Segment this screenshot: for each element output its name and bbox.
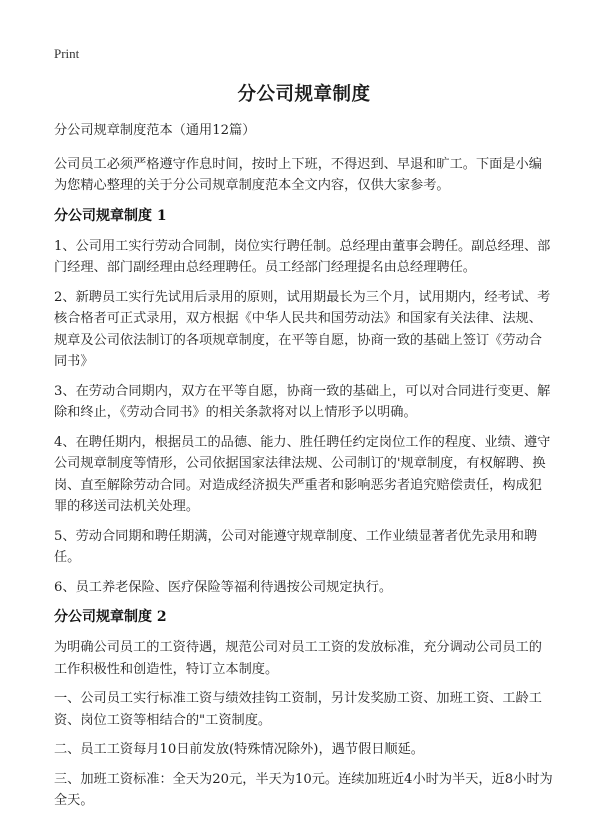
- paragraph: 1、公司用工实行劳动合同制，岗位实行聘任制。总经理由董事会聘任。副总经理、部门经理、部门副经理由总经理聘任。员工经部门经理提名由总经理聘任。: [54, 238, 551, 275]
- section-2: [54, 606, 554, 812]
- print-link[interactable]: Print: [54, 46, 80, 61]
- document-body: [54, 76, 554, 820]
- intro-paragraph: 公司员工必须严格遵守作息时间，按时上下班，不得迟到、早退和旷工。下面是小编为您精心整理的关于分公司规章制度范本全文内容，仅供大家参考。: [54, 156, 542, 193]
- document-subtitle: 分公司规章制度范本（通用12篇）: [54, 123, 256, 138]
- document-title: 分公司规章制度: [237, 84, 371, 105]
- paragraph: 三、加班工资标准：全天为20元，半天为10元。连续加班近4小时为半天，近8小时为全天。: [54, 771, 553, 808]
- paragraph: 为明确公司员工的工资待遇，规范公司对员工工资的发放标准，充分调动公司员工的工作积极性和创造性，特订立本制度。: [54, 640, 542, 677]
- section-heading: 分公司规章制度 2: [54, 609, 167, 625]
- section-1: [54, 205, 554, 599]
- paragraph: 2、新聘员工实行先试用后录用的原则，试用期最长为三个月，试用期内，经考试、考核合格者可正式录用，双方根据《中华人民共和国劳动法》和国家有关法律、法规、规章及公司依法制订的各项规章制度，在平等自愿，协商一致的基础上签订《劳动合同书》: [54, 289, 551, 369]
- paragraph: 4、在聘任期内，根据员工的品德、能力、胜任聘任约定岗位工作的程度、业绩、遵守公司规章制度等情形，公司依据国家法律法规、公司制订的'规章制度，有权解聘、换岗、直至解除劳动合同。对造成经济损失严重者和影响恶劣者追究赔偿责任，构成犯罪的移送司法机关处理。: [54, 434, 551, 514]
- paragraph: 3、在劳动合同期内，双方在平等自愿，协商一致的基础上，可以对合同进行变更、解除和终止，《劳动合同书》的相关条款将对以上情形予以明确。: [54, 383, 551, 420]
- paragraph: 6、员工养老保险、医疗保险等福利待遇按公司规定执行。: [54, 579, 393, 595]
- paragraph: 二、员工工资每月10日前发放(特殊情况除外)，遇节假日顺延。: [54, 742, 424, 757]
- paragraph: 一、公司员工实行标准工资与绩效挂钩工资制，另计发奖励工资、加班工资、工龄工资、岗位工资等相结合的"工资制度。: [54, 691, 542, 728]
- paragraph: 5、劳动合同期和聘任期满，公司对能遵守规章制度、工作业绩显著者优先录用和聘任。: [54, 528, 538, 565]
- section-heading: 分公司规章制度 1: [54, 207, 167, 224]
